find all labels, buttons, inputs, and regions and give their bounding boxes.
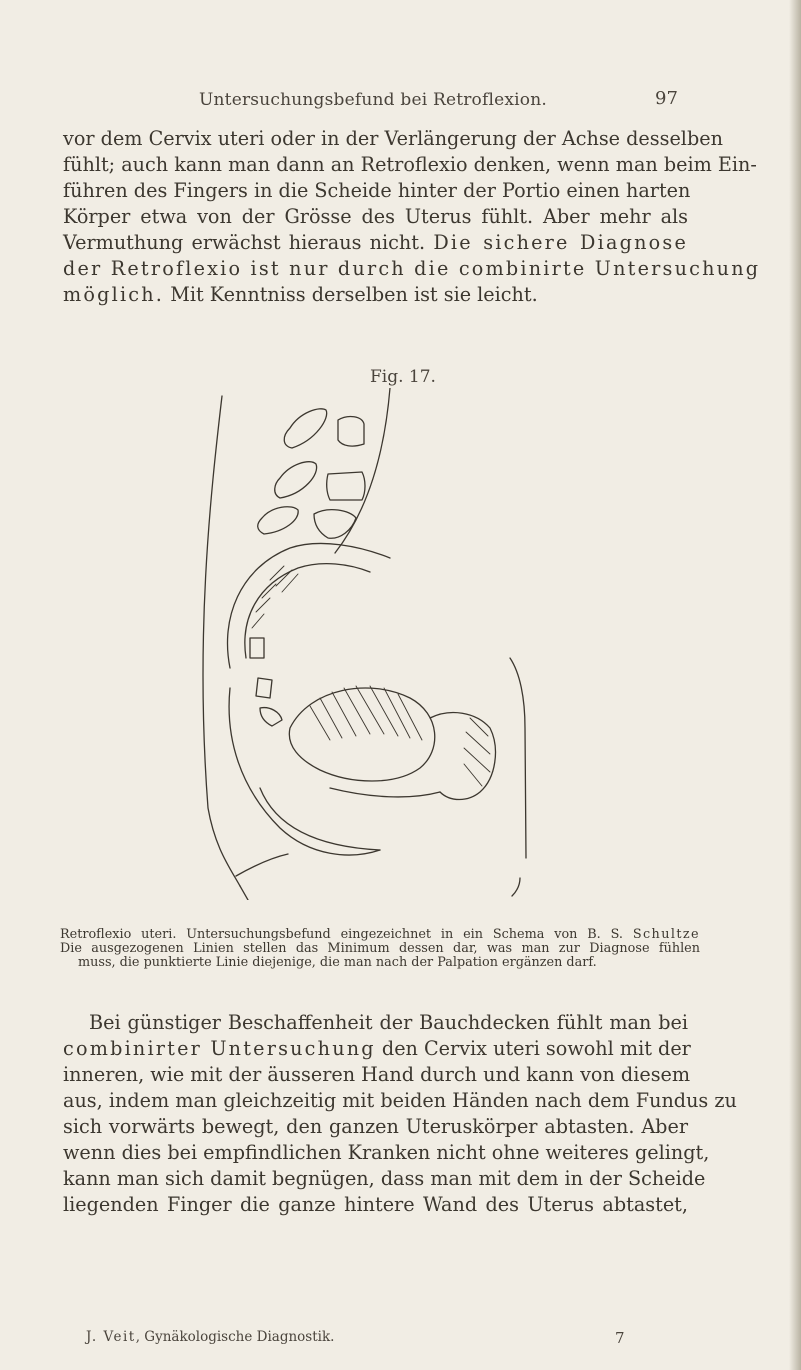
text-line [63,230,688,256]
figure-label: Fig. 17. [370,367,436,387]
text-line: aus, indem man gleichzeitig mit beiden Händen nach dem Fundus zu [63,1089,737,1112]
text-fragment: den Cervix uteri sowohl mit der [381,1037,691,1060]
caption-text: Retroflexio uteri. Untersuchungsbefund eingezeichnet in ein Schema von B. S. [60,927,623,942]
footer-author: J. Veit [86,1329,136,1345]
sacrum-curve [228,543,391,668]
running-head: Untersuchungsbefund bei Retroflexion. [199,90,547,110]
page-number: 97 [655,88,678,109]
text-line: Bei günstiger Beschaffenheit der Bauchdecken fühlt man bei [89,1011,688,1034]
cervix-outline [430,713,495,800]
cervix-hatching [464,718,490,786]
text-line: inneren, wie mit der äusseren Hand durch und kann von diesem [63,1063,691,1086]
text-line: sich vorwärts bewegt, den ganzen Uteruskörper abtasten. Aber [63,1115,688,1138]
footer-comma: , [135,1329,145,1345]
vertebra-shape [314,510,356,539]
emphasized-text: combinirter Untersuchung [63,1037,376,1060]
footer-title: Gynäkologische Diagnostik. [144,1329,335,1345]
uterus-body [289,688,434,781]
coccyx-segment [250,638,264,658]
pelvic-floor [330,788,440,797]
emphasized-text: möglich. [63,283,165,306]
figure-caption [60,928,700,970]
text-line: kann man sich damit begnügen, dass man mit dem in der Scheide [63,1167,706,1190]
rectum-curve [229,688,380,855]
posterior-pelvic-line [203,396,240,886]
figure-illustration [180,388,560,900]
symphysis-end [512,878,520,896]
paragraph-1 [63,126,761,308]
pelvic-floor-lower [260,788,380,850]
emphasized-text: Die sichere Diagnose [433,231,688,254]
text-line: vor dem Cervix uteri oder in der Verlängerung der Achse desselben [63,127,723,150]
text-fragment: Mit Kenntniss derselben ist sie leicht. [170,283,538,306]
caption-line [60,928,700,942]
pubic-outline [335,388,390,553]
caption-line: muss, die punktierte Linie diejenige, die man nach der Palpation ergänzen darf. [78,955,597,970]
text-line: liegenden Finger die ganze hintere Wand des Uterus abtastet, [63,1193,688,1216]
text-line: Körper etwa von der Grösse des Uterus fühlt. Aber mehr als [63,205,688,228]
vertebra-shape [284,409,326,448]
uterus-hatching [310,686,422,740]
vertebra-shape [275,462,317,498]
coccyx-segment [260,708,282,726]
signature-mark: 7 [615,1329,625,1347]
text-line: führen des Fingers in die Scheide hinter der Portio einen harten [63,179,691,202]
page-edge-shadow [789,0,801,1370]
vertebra-shape [338,417,364,447]
caption-author-name: Schultze [632,927,700,942]
symphysis-line [510,658,526,858]
text-fragment: Vermuthung erwächst hieraus nicht. [63,231,426,254]
vertebra-shape [258,507,298,534]
text-line [63,1036,691,1062]
perineum-end [240,886,248,900]
caption-line: Die ausgezogenen Linien stellen das Minimum dessen dar, was man zur Diagnose fühlen [60,941,700,956]
paragraph-2 [63,1010,737,1218]
coccyx-segment [256,678,272,698]
emphasized-text-line: der Retroflexio ist nur durch die combinirte Untersuchung [63,257,761,280]
text-line: wenn dies bei empfindlichen Kranken nicht ohne weiteres gelingt, [63,1141,710,1164]
text-line [63,282,688,308]
text-line: fühlt; auch kann man dann an Retroflexio denken, wenn man beim Ein- [63,153,757,176]
perineum-line [236,854,288,876]
retroflexio-diagram [180,388,560,900]
footer-imprint [86,1329,334,1345]
vertebra-shape [327,472,365,500]
